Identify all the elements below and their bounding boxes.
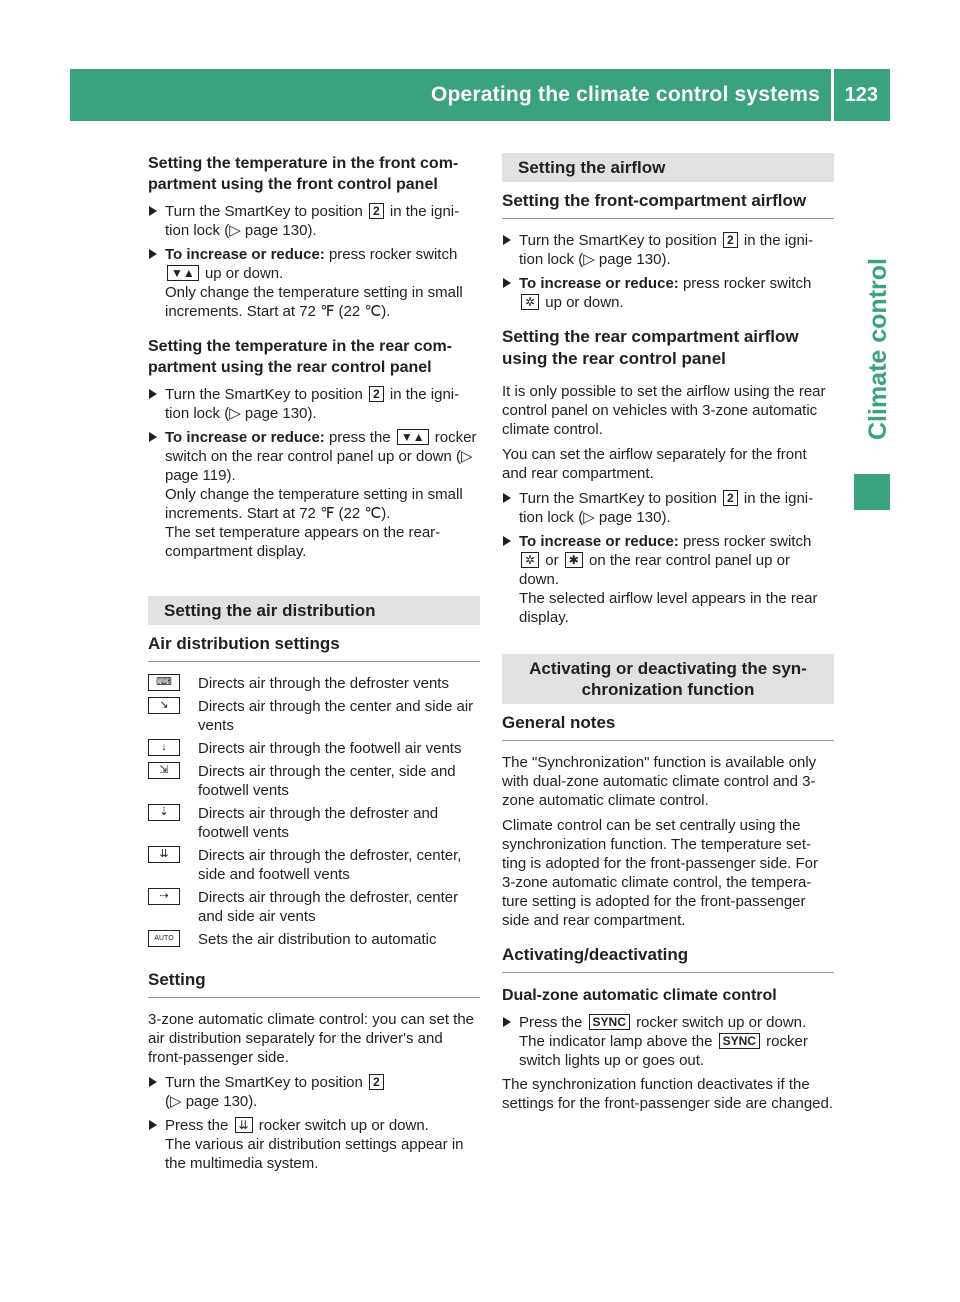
side-tab-marker (854, 474, 890, 510)
front-temp-heading: Setting the temperature in the front com-partment using the front control panel (148, 155, 459, 193)
right-column (502, 153, 834, 1119)
sync-button-icon: SYNC (589, 1014, 630, 1030)
airflow-rocker-icon: ✲ (521, 294, 539, 310)
center-side-footwell-icon: ⇲ (148, 762, 180, 779)
step-item: Turn the SmartKey to position 2 in the igni-tion lock (▷ page 130). (148, 202, 480, 240)
step-item: Press the ⇊ rocker switch up or down. The various air distribution settings appear in the multimedia system. (148, 1116, 480, 1173)
page-title: Operating the climate control systems (430, 83, 820, 106)
key-position-icon: 2 (369, 203, 384, 219)
air-distribution-band: Setting the air distribution (148, 596, 480, 625)
air-dist-row: ⇊ Directs air through the defroster, center, side and footwell vents (148, 846, 480, 884)
side-tab-text: Climate control (864, 258, 892, 440)
step-item: Turn the SmartKey to position 2 (▷ page 130). (148, 1073, 480, 1111)
step-item: Press the SYNC rocker switch up or down. The indicator lamp above the SYNC rocker switch lights up or goes out. (502, 1013, 834, 1070)
rear-temp-heading: Setting the temperature in the rear com-partment using the rear control panel (148, 338, 453, 376)
sync-button-icon: SYNC (719, 1033, 760, 1049)
page-number: 123 (844, 84, 878, 106)
step-item: To increase or reduce: press the ▼▲ rocker switch on the rear control panel up or down (▷ page 119). Only change the temperature setting in small increments. Start at 72 ℉ (22 ℃). The set temperature appears on the rear-compartment display. (148, 428, 480, 561)
temperature-rocker-icon: ▼▲ (167, 265, 199, 281)
step-item: Turn the SmartKey to position 2 in the igni-tion lock (▷ page 130). (148, 385, 480, 423)
temperature-rocker-icon: ▼▲ (397, 429, 429, 445)
setting-heading: Setting (148, 969, 480, 998)
step-item: To increase or reduce: press rocker switch ✲ or ✱ on the rear control panel up or down. The selected airflow level appears in the rear display. (502, 532, 834, 627)
key-position-icon: 2 (723, 490, 738, 506)
air-distribution-heading: Air distribution settings (148, 633, 480, 662)
air-dist-row: ⇢ Directs air through the defroster, center and side air vents (148, 888, 480, 926)
key-position-icon: 2 (369, 386, 384, 402)
air-dist-row: ⇲ Directs air through the center, side and footwell vents (148, 762, 480, 800)
step-note: The various air distribution settings appear in the multimedia system. (165, 1136, 464, 1172)
left-column (148, 153, 480, 1178)
step-item: Turn the SmartKey to position 2 in the igni-tion lock (▷ page 130). (502, 231, 834, 269)
footwell-icon: ↓ (148, 739, 180, 756)
key-position-icon: 2 (369, 1074, 384, 1090)
step-note: The indicator lamp above the SYNC rocker switch lights up or goes out. (519, 1033, 808, 1069)
defroster-footwell-icon: ⇣ (148, 804, 180, 821)
step-note: Only change the temperature setting in small increments. Start at 72 ℉ (22 ℃). (165, 486, 463, 522)
airflow-increase-icon: ✲ (521, 552, 539, 568)
air-dist-row: ⇣ Directs air through the defroster and footwell vents (148, 804, 480, 842)
general-paragraph: The "Synchronization" function is available only with dual-zone automatic climate control and 3-zone automatic climate control. (502, 754, 817, 809)
closing-paragraph: The synchronization function deactivates if the settings for the front-passenger side are changed. (502, 1076, 834, 1112)
airflow-band: Setting the airflow (502, 153, 834, 182)
rear-airflow-paragraph: It is only possible to set the airflow using the rear control panel on vehicles with 3-zone automatic climate control. (502, 383, 826, 438)
rear-airflow-heading: Setting the rear compartment airflow using the rear control panel (502, 327, 799, 368)
step-item: Turn the SmartKey to position 2 in the igni-tion lock (▷ page 130). (502, 489, 834, 527)
air-dist-row: ↘ Directs air through the center and side air vents (148, 697, 480, 735)
defroster-center-side-icon: ⇢ (148, 888, 180, 905)
defroster-center-side-footwell-icon: ⇊ (148, 846, 180, 863)
air-dist-row: ↓ Directs air through the footwell air vents (148, 739, 480, 758)
step-note: Only change the temperature setting in small increments. Start at 72 ℉ (22 ℃). (165, 284, 463, 320)
header-bar (70, 69, 890, 121)
general-notes-heading: General notes (502, 712, 834, 741)
step-note: The set temperature appears on the rear-compartment display. (165, 524, 441, 560)
dual-zone-heading: Dual-zone automatic climate control (502, 987, 777, 1004)
step-item: To increase or reduce: press rocker switch ▼▲ up or down. Only change the temperature setting in small increments. Start at 72 ℉ (22 ℃). (148, 245, 480, 321)
step-note: The selected airflow level appears in the rear display. (519, 590, 818, 626)
airflow-decrease-icon: ✱ (565, 552, 583, 568)
air-distribution-rocker-icon: ⇊ (235, 1117, 253, 1133)
general-paragraph: Climate control can be set centrally using the synchronization function. The temperature set-ting is adopted for the front-passenger side. For 3-zone automatic climate control, the tempera-ture setting is adopted for the front-passenger side and rear compartment. (502, 817, 819, 929)
air-dist-row: AUTO Sets the air distribution to automatic (148, 930, 480, 949)
header-divider (831, 69, 834, 121)
sync-band: Activating or deactivating the syn-chronization function (502, 654, 834, 704)
step-item: To increase or reduce: press rocker switch ✲ up or down. (502, 274, 834, 312)
rear-airflow-paragraph: You can set the airflow separately for the front and rear compartment. (502, 446, 807, 482)
key-position-icon: 2 (723, 232, 738, 248)
air-dist-row: ⌨ Directs air through the defroster vents (148, 674, 480, 693)
defroster-icon: ⌨ (148, 674, 180, 691)
center-side-vents-icon: ↘ (148, 697, 180, 714)
setting-paragraph: 3-zone automatic climate control: you can set the air distribution separately for the driver's and front-passenger side. (148, 1011, 475, 1066)
front-airflow-heading: Setting the front-compartment airflow (502, 190, 834, 219)
activating-heading: Activating/deactivating (502, 944, 834, 973)
auto-distribution-icon: AUTO (148, 930, 180, 947)
